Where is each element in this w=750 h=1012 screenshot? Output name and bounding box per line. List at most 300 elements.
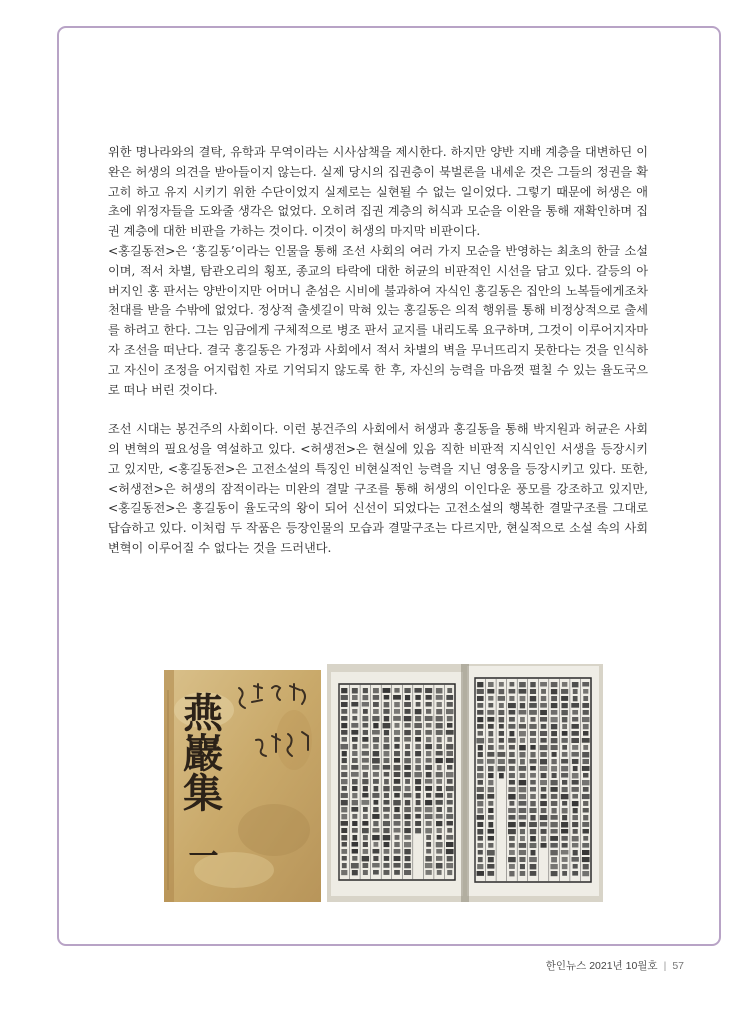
glyph-mark <box>509 843 515 848</box>
glyph-mark <box>393 695 401 700</box>
glyph-mark <box>582 752 589 757</box>
glyph-mark <box>437 828 442 833</box>
glyph-mark <box>477 759 483 764</box>
glyph-mark <box>519 794 526 799</box>
glyph-mark <box>383 723 391 728</box>
glyph-mark <box>394 709 400 714</box>
glyph-mark <box>488 815 494 820</box>
glyph-mark <box>447 856 453 861</box>
glyph-mark <box>487 717 494 722</box>
glyph-mark <box>529 710 537 715</box>
glyph-mark <box>373 821 378 826</box>
glyph-mark <box>508 738 515 743</box>
glyph-mark <box>550 850 557 855</box>
glyph-mark <box>393 800 400 805</box>
glyph-mark <box>436 856 442 861</box>
glyph-mark <box>488 745 494 750</box>
glyph-mark <box>384 849 390 854</box>
glyph-mark <box>488 808 493 813</box>
glyph-mark <box>352 800 358 805</box>
glyph-mark <box>373 772 379 777</box>
glyph-mark <box>425 765 432 770</box>
glyph-mark <box>426 758 432 763</box>
glyph-mark <box>562 843 568 848</box>
glyph-mark <box>341 779 348 784</box>
glyph-mark <box>520 864 525 869</box>
glyph-mark <box>405 821 411 826</box>
glyph-mark <box>363 786 368 791</box>
glyph-mark <box>519 682 526 687</box>
glyph-mark <box>383 709 389 714</box>
glyph-mark <box>447 765 452 770</box>
glyph-mark <box>487 759 495 764</box>
glyph-mark <box>572 794 578 799</box>
glyph-mark <box>341 695 348 700</box>
glyph-mark <box>446 751 453 756</box>
glyph-mark <box>436 688 443 693</box>
glyph-mark <box>530 696 536 701</box>
glyph-mark <box>509 850 515 855</box>
glyph-mark <box>362 702 369 707</box>
glyph-mark <box>551 780 558 785</box>
glyph-mark <box>552 752 557 757</box>
glyph-mark <box>362 779 368 784</box>
glyph-mark <box>362 765 369 770</box>
glyph-mark <box>425 870 431 875</box>
glyph-mark <box>488 829 495 834</box>
glyph-mark <box>394 821 401 826</box>
glyph-mark <box>363 814 368 819</box>
glyph-mark <box>509 745 515 750</box>
glyph-mark <box>415 751 421 756</box>
glyph-mark <box>530 829 536 834</box>
glyph-mark <box>499 738 504 743</box>
glyph-mark <box>437 870 442 875</box>
glyph-mark <box>487 794 494 799</box>
glyph-mark <box>436 849 442 854</box>
glyph-mark <box>363 709 368 714</box>
glyph-mark <box>540 759 547 764</box>
glyph-mark <box>394 842 399 847</box>
glyph-mark <box>352 709 357 714</box>
glyph-mark <box>519 752 525 757</box>
glyph-mark <box>540 822 547 827</box>
glyph-mark <box>530 801 535 806</box>
glyph-mark <box>393 863 400 868</box>
glyph-mark <box>341 835 347 840</box>
glyph-mark <box>582 717 590 722</box>
glyph-mark <box>437 737 442 742</box>
glyph-mark <box>341 730 347 735</box>
glyph-mark <box>477 773 484 778</box>
glyph-mark <box>415 814 421 819</box>
glyph-mark <box>583 864 589 869</box>
glyph-mark <box>530 717 535 722</box>
glyph-mark <box>405 751 410 756</box>
glyph-mark <box>561 759 568 764</box>
glyph-mark <box>582 703 589 708</box>
glyph-mark <box>351 723 358 728</box>
glyph-mark <box>551 857 557 862</box>
glyph-mark <box>415 828 421 833</box>
glyph-mark <box>582 759 589 764</box>
glyph-mark <box>572 836 579 841</box>
glyph-mark <box>562 752 568 757</box>
glyph-mark <box>583 836 588 841</box>
glyph-mark <box>478 857 483 862</box>
glyph-mark <box>384 730 389 735</box>
glyph-mark <box>488 787 494 792</box>
glyph-mark <box>363 863 369 868</box>
glyph-mark <box>541 689 546 694</box>
glyph-mark <box>404 702 411 707</box>
glyph-mark <box>477 829 483 834</box>
glyph-mark <box>362 751 369 756</box>
glyph-mark <box>446 835 453 840</box>
glyph-mark <box>436 786 442 791</box>
glyph-mark <box>582 850 589 855</box>
glyph-mark <box>426 702 432 707</box>
glyph-mark <box>551 682 558 687</box>
glyph-mark <box>562 864 568 869</box>
glyph-mark <box>415 765 421 770</box>
glyph-mark <box>394 688 399 693</box>
glyph-mark <box>363 723 369 728</box>
glyph-mark <box>447 821 453 826</box>
glyph-mark <box>561 689 568 694</box>
glyph-mark <box>488 780 493 785</box>
glyph-mark <box>561 850 569 855</box>
glyph-mark <box>508 787 515 792</box>
glyph-mark <box>488 738 493 743</box>
glyph-mark <box>352 821 357 826</box>
glyph-mark <box>530 780 535 785</box>
glyph-mark <box>373 744 378 749</box>
glyph-mark <box>425 856 431 861</box>
glyph-mark <box>341 821 348 826</box>
glyph-mark <box>529 703 537 708</box>
glyph-mark <box>572 843 578 848</box>
glyph-mark <box>541 773 547 778</box>
glyph-mark <box>540 815 548 820</box>
glyph-mark <box>447 723 452 728</box>
glyph-mark <box>477 717 483 722</box>
glyph-mark <box>571 738 579 743</box>
glyph-mark <box>541 829 547 834</box>
glyph-mark <box>425 688 432 693</box>
glyph-mark <box>363 870 368 875</box>
glyph-mark <box>529 724 536 729</box>
glyph-mark <box>519 815 527 820</box>
glyph-mark <box>487 871 494 876</box>
glyph-mark <box>394 723 399 728</box>
glyph-mark <box>551 871 558 876</box>
glyph-mark <box>404 814 410 819</box>
glyph-mark <box>352 849 358 854</box>
glyph-mark <box>394 772 401 777</box>
glyph-mark <box>562 745 567 750</box>
glyph-mark <box>415 695 420 700</box>
glyph-mark <box>436 709 442 714</box>
glyph-mark <box>436 821 442 826</box>
glyph-mark <box>436 716 443 721</box>
glyph-mark <box>499 731 504 736</box>
glyph-mark <box>583 724 589 729</box>
glyph-mark <box>394 758 400 763</box>
glyph-mark <box>447 828 452 833</box>
glyph-mark <box>509 864 515 869</box>
glyph-mark <box>446 709 454 714</box>
glyph-mark <box>487 710 494 715</box>
glyph-mark <box>488 801 493 806</box>
glyph-mark <box>393 716 401 721</box>
glyph-mark <box>384 716 389 721</box>
glyph-mark <box>582 682 589 687</box>
glyph-mark <box>498 696 505 701</box>
glyph-mark <box>551 766 557 771</box>
glyph-mark <box>561 836 567 841</box>
glyph-mark <box>573 864 578 869</box>
glyph-mark <box>572 773 579 778</box>
cover-volume-text: 一 <box>182 840 218 870</box>
glyph-mark <box>477 724 483 729</box>
glyph-mark <box>446 814 453 819</box>
glyph-mark <box>519 787 527 792</box>
glyph-mark <box>342 786 347 791</box>
glyph-mark <box>426 821 432 826</box>
glyph-mark <box>404 765 411 770</box>
glyph-mark <box>573 850 578 855</box>
glyph-mark <box>437 765 442 770</box>
glyph-mark <box>342 758 347 763</box>
glyph-mark <box>509 836 515 841</box>
glyph-mark <box>363 842 368 847</box>
glyph-mark <box>519 689 527 694</box>
glyph-mark <box>416 800 421 805</box>
glyph-mark <box>530 745 535 750</box>
glyph-mark <box>372 716 379 721</box>
glyph-mark <box>446 842 453 847</box>
glyph-mark <box>446 786 454 791</box>
glyph-mark <box>509 710 516 715</box>
glyph-mark <box>551 808 556 813</box>
glyph-mark <box>405 800 410 805</box>
glyph-mark <box>373 870 379 875</box>
glyph-mark <box>342 856 347 861</box>
glyph-mark <box>362 821 368 826</box>
glyph-mark <box>394 779 400 784</box>
glyph-mark <box>394 828 401 833</box>
glyph-mark <box>487 850 495 855</box>
glyph-mark <box>404 793 412 798</box>
glyph-mark <box>561 738 567 743</box>
glyph-mark <box>415 716 421 721</box>
page-footer <box>546 958 684 973</box>
glyph-mark <box>550 864 557 869</box>
glyph-mark <box>541 724 547 729</box>
glyph-mark <box>394 870 400 875</box>
glyph-mark <box>351 702 358 707</box>
glyph-mark <box>426 849 431 854</box>
glyph-mark <box>446 863 453 868</box>
glyph-mark <box>405 695 410 700</box>
glyph-mark <box>405 856 411 861</box>
glyph-mark <box>446 730 454 735</box>
glyph-mark <box>405 744 410 749</box>
glyph-mark <box>384 758 390 763</box>
glyph-mark <box>508 815 515 820</box>
glyph-mark <box>530 871 537 876</box>
glyph-mark <box>384 772 390 777</box>
glyph-mark <box>498 759 505 764</box>
glyph-mark <box>582 871 589 876</box>
glyph-mark <box>446 744 453 749</box>
glyph-mark <box>478 731 483 736</box>
glyph-mark <box>531 850 536 855</box>
glyph-mark <box>583 689 588 694</box>
glyph-mark <box>425 828 432 833</box>
glyph-mark <box>499 717 505 722</box>
glyph-mark <box>509 717 515 722</box>
glyph-mark <box>540 731 547 736</box>
glyph-mark <box>405 779 410 784</box>
glyph-mark <box>551 710 558 715</box>
glyph-mark <box>384 751 390 756</box>
glyph-mark <box>394 737 400 742</box>
glyph-mark <box>352 842 359 847</box>
glyph-mark <box>540 717 547 722</box>
glyph-mark <box>383 786 389 791</box>
glyph-mark <box>541 794 547 799</box>
book-cover-photo <box>164 670 321 902</box>
glyph-mark <box>372 863 380 868</box>
glyph-mark <box>404 730 411 735</box>
glyph-mark <box>394 849 401 854</box>
glyph-mark <box>499 703 504 708</box>
glyph-mark <box>383 800 389 805</box>
glyph-mark <box>425 730 432 735</box>
glyph-mark <box>550 822 557 827</box>
glyph-mark <box>488 766 494 771</box>
glyph-mark <box>509 752 515 757</box>
glyph-mark <box>447 793 452 798</box>
glyph-mark <box>478 752 483 757</box>
glyph-mark <box>436 779 442 784</box>
glyph-mark <box>562 731 568 736</box>
glyph-mark <box>437 835 442 840</box>
glyph-mark <box>416 793 421 798</box>
glyph-mark <box>551 745 558 750</box>
glyph-mark <box>520 836 525 841</box>
glyph-mark <box>582 738 590 743</box>
glyph-mark <box>447 716 453 721</box>
glyph-mark <box>499 745 505 750</box>
glyph-mark <box>520 717 525 722</box>
glyph-mark <box>352 695 358 700</box>
glyph-mark <box>393 786 401 791</box>
glyph-mark <box>541 808 547 813</box>
glyph-mark <box>383 835 391 840</box>
glyph-mark <box>572 871 578 876</box>
article-body <box>108 143 648 559</box>
glyph-mark <box>583 731 588 736</box>
glyph-mark <box>551 731 557 736</box>
glyph-mark <box>572 710 578 715</box>
glyph-mark <box>478 780 483 785</box>
glyph-mark <box>540 682 547 687</box>
glyph-mark <box>341 772 347 777</box>
glyph-mark <box>477 682 483 687</box>
glyph-mark <box>487 864 494 869</box>
glyph-mark <box>510 682 515 687</box>
glyph-mark <box>519 801 527 806</box>
glyph-mark <box>561 766 568 771</box>
glyph-mark <box>530 766 536 771</box>
glyph-mark <box>436 695 443 700</box>
glyph-mark <box>520 703 525 708</box>
glyph-mark <box>499 773 504 778</box>
glyph-mark <box>487 752 494 757</box>
glyph-mark <box>488 724 494 729</box>
glyph-mark <box>540 738 546 743</box>
glyph-mark <box>562 808 568 813</box>
glyph-mark <box>351 730 358 735</box>
glyph-mark <box>477 766 483 771</box>
glyph-mark <box>571 752 578 757</box>
glyph-mark <box>363 730 368 735</box>
glyph-mark <box>508 822 516 827</box>
glyph-mark <box>341 828 347 833</box>
glyph-mark <box>573 689 578 694</box>
glyph-mark <box>437 702 442 707</box>
glyph-mark <box>551 689 557 694</box>
glyph-mark <box>561 703 567 708</box>
glyph-mark <box>352 751 357 756</box>
glyph-mark <box>341 807 347 812</box>
glyph-mark <box>573 808 578 813</box>
glyph-mark <box>426 842 431 847</box>
glyph-mark <box>373 695 379 700</box>
glyph-mark <box>520 871 526 876</box>
glyph-mark <box>383 828 389 833</box>
glyph-mark <box>384 779 389 784</box>
glyph-mark <box>373 751 380 756</box>
glyph-mark <box>426 793 431 798</box>
glyph-mark <box>384 695 390 700</box>
glyph-mark <box>530 682 535 687</box>
glyph-mark <box>436 807 441 812</box>
glyph-mark <box>572 780 579 785</box>
glyph-mark <box>508 794 515 799</box>
glyph-mark <box>477 703 483 708</box>
glyph-mark <box>509 801 514 806</box>
glyph-mark <box>341 765 347 770</box>
glyph-mark <box>561 773 568 778</box>
glyph-mark <box>373 737 379 742</box>
glyph-mark <box>404 807 411 812</box>
glyph-mark <box>341 723 347 728</box>
glyph-mark <box>415 709 422 714</box>
glyph-mark <box>477 801 483 806</box>
glyph-mark <box>583 801 588 806</box>
glyph-mark <box>488 703 493 708</box>
glyph-mark <box>561 710 567 715</box>
glyph-mark <box>447 800 453 805</box>
glyph-mark <box>341 702 348 707</box>
glyph-mark <box>372 835 379 840</box>
glyph-mark <box>447 807 452 812</box>
publication-name: 한인뉴스 2021년 10월호 <box>545 960 658 972</box>
